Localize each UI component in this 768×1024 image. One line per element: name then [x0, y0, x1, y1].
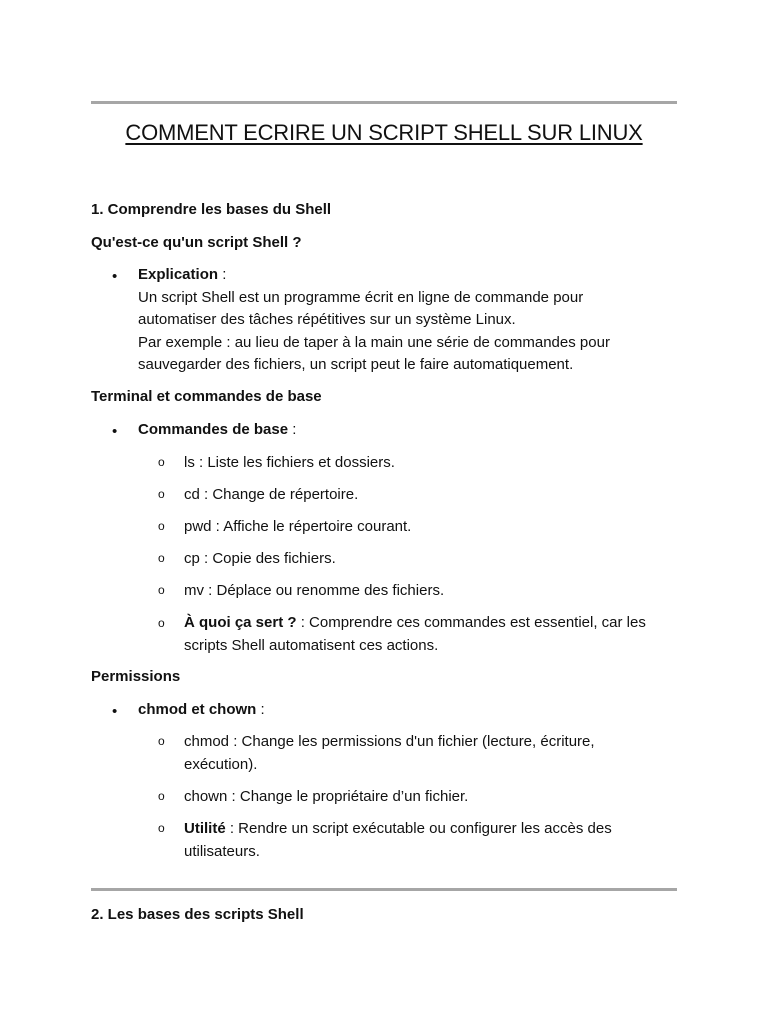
chmod-chown-item	[138, 699, 678, 722]
sub-bullet-marker: o	[158, 821, 165, 835]
chmod-description	[184, 731, 678, 776]
sub-bullet-marker: o	[158, 487, 165, 501]
command-cp: cp : Copie des fichiers.	[184, 550, 336, 567]
explication-label: Explication	[138, 266, 219, 283]
commandes-item	[138, 419, 678, 442]
sub-bullet-marker: o	[158, 734, 165, 748]
explication-item	[138, 264, 678, 377]
section-2-heading: 2. Les bases des scripts Shell	[91, 906, 304, 923]
sub-bullet-marker: o	[158, 616, 165, 630]
utilite-note	[184, 818, 678, 863]
chmod-line-2: exécution).	[184, 755, 258, 773]
sub-bullet-marker: o	[158, 551, 165, 565]
commandes-label: Commandes de base	[138, 421, 289, 438]
commands-purpose-note	[184, 612, 678, 657]
chown-description: chown : Change le propriétaire d’un fichier.	[184, 788, 469, 805]
document-title: COMMENT ECRIRE UN SCRIPT SHELL SUR LINUX	[125, 120, 643, 145]
utilite-text: : Rendre un script exécutable ou configurer les accès des	[225, 820, 612, 837]
explication-line-1: Un script Shell est un programme écrit en ligne de commande pour	[138, 288, 584, 306]
chmod-chown-label: chmod et chown	[138, 701, 257, 718]
subheading-terminal: Terminal et commandes de base	[91, 388, 322, 405]
sub-bullet-marker: o	[158, 789, 165, 803]
command-cd: cd : Change de répertoire.	[184, 486, 359, 503]
explication-line-4: sauvegarder des fichiers, un script peut le faire automatiquement.	[138, 356, 574, 373]
section-1-heading: 1. Comprendre les bases du Shell	[91, 201, 332, 218]
sub-bullet-marker: o	[158, 519, 165, 533]
sub-bullet-marker: o	[158, 583, 165, 597]
command-pwd: pwd : Affiche le répertoire courant.	[184, 518, 412, 535]
subheading-what-is-script: Qu'est-ce qu'un script Shell ?	[91, 234, 302, 251]
bullet-marker: •	[112, 703, 118, 720]
purpose-label: À quoi ça sert ?	[184, 614, 297, 631]
subheading-permissions: Permissions	[91, 668, 181, 685]
commandes-colon: :	[288, 421, 297, 438]
utilite-text-line-2: utilisateurs.	[184, 842, 260, 860]
command-ls: ls : Liste les fichiers et dossiers.	[184, 454, 395, 471]
explication-colon: :	[218, 266, 227, 283]
bullet-marker: •	[112, 423, 118, 440]
explication-line-3: Par exemple : au lieu de taper à la main une série de commandes pour	[138, 333, 610, 351]
utilite-label: Utilité	[184, 820, 226, 837]
purpose-text: : Comprendre ces commandes est essentiel, car les	[296, 614, 646, 631]
chmod-line-1: chmod : Change les permissions d'un fichier (lecture, écriture,	[184, 733, 595, 750]
command-mv: mv : Déplace ou renomme des fichiers.	[184, 582, 445, 599]
explication-line-2: automatiser des tâches répétitives sur un système Linux.	[138, 311, 516, 328]
sub-bullet-marker: o	[158, 455, 165, 469]
top-rule	[91, 101, 677, 104]
purpose-text-line-2: scripts Shell automatisent ces actions.	[184, 636, 439, 654]
section-divider	[91, 888, 677, 891]
chmod-chown-colon: :	[256, 701, 265, 718]
bullet-marker: •	[112, 268, 118, 285]
